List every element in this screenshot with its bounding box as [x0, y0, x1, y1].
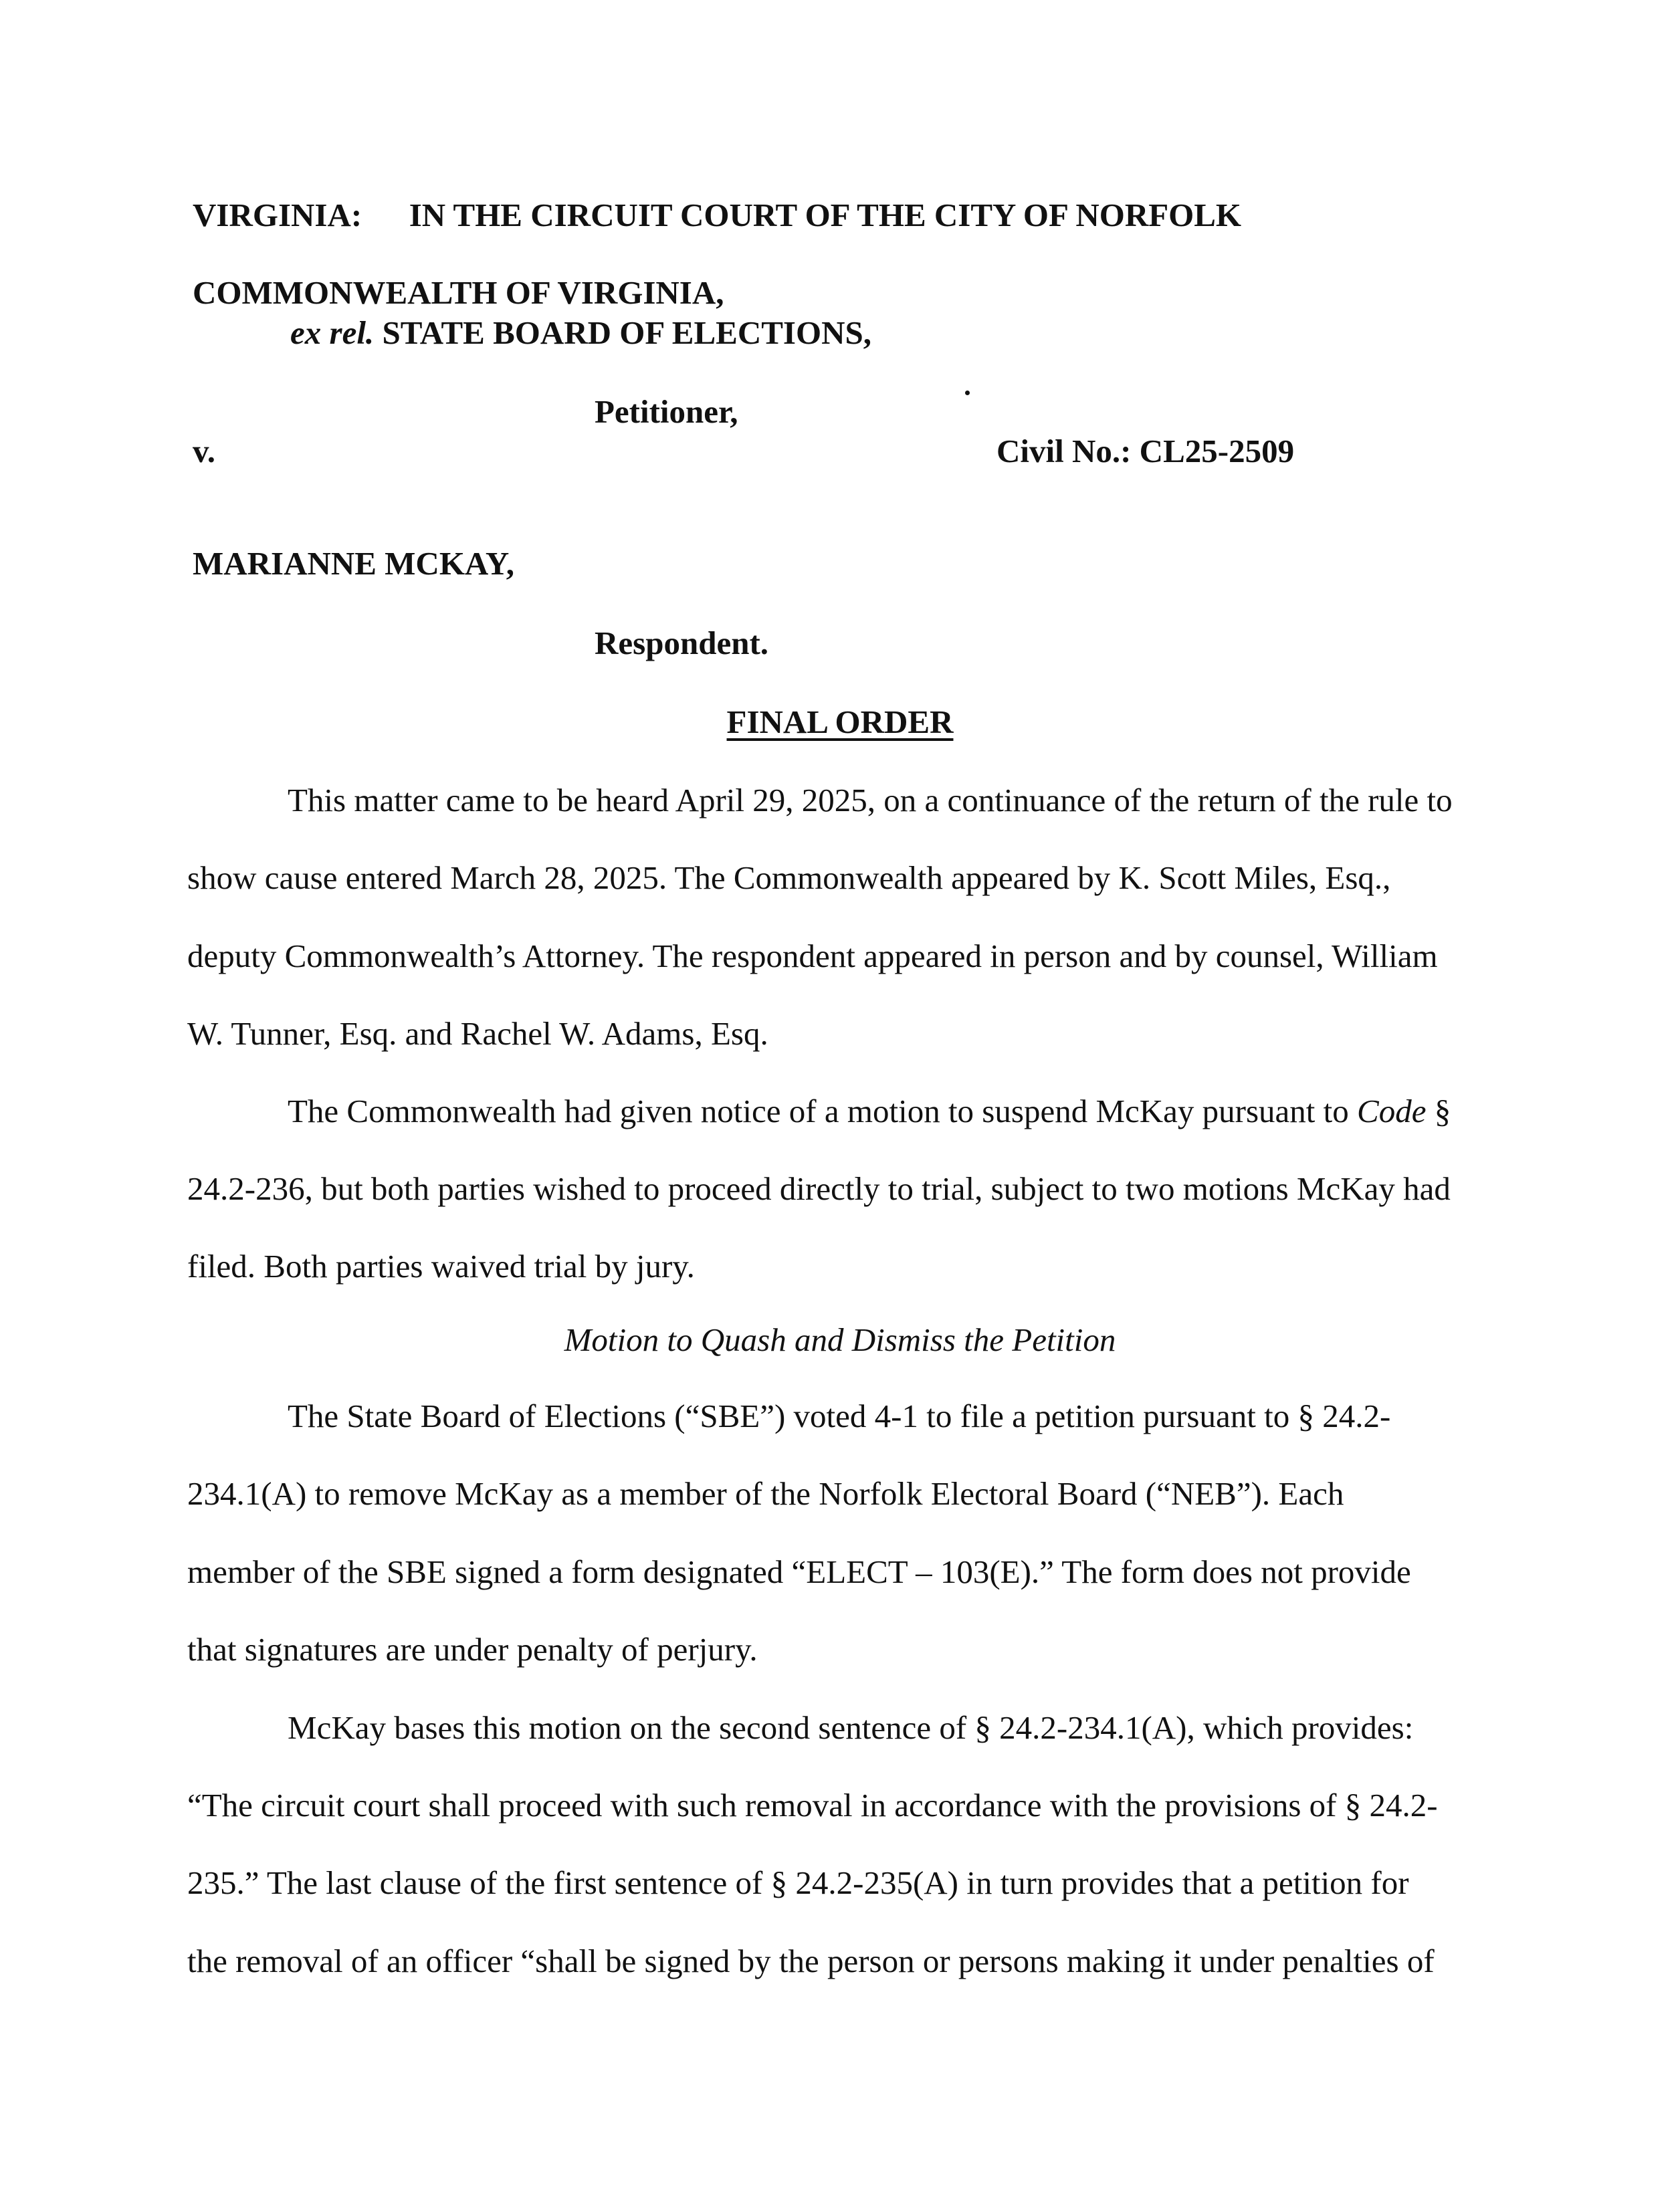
code-citation: Code — [1357, 1093, 1427, 1129]
paragraph-2-line-2: 24.2-236, but both parties wished to proceed directly to trial, subject to two motions McKay had — [187, 1170, 1451, 1207]
section-symbol: § — [1426, 1093, 1451, 1129]
paragraph-4-line-4: the removal of an officer “shall be signed by the person or persons making it under penalties of — [187, 1943, 1435, 1979]
paragraph-4-line-2: “The circuit court shall proceed with such removal in accordance with the provisions of § 24.2- — [187, 1787, 1438, 1824]
petitioner-role: Petitioner, — [595, 393, 738, 430]
paragraph-2-line-1 — [288, 1091, 1451, 1131]
paragraph-1-line-3: deputy Commonwealth’s Attorney. The respondent appeared in person and by counsel, William — [187, 938, 1438, 974]
paragraph-2-line-1-text: The Commonwealth had given notice of a motion to suspend McKay pursuant to — [288, 1093, 1358, 1129]
section-heading: Motion to Quash and Dismiss the Petition — [564, 1321, 1116, 1358]
paragraph-1-line-4: W. Tunner, Esq. and Rachel W. Adams, Esq. — [187, 1015, 768, 1052]
versus: v. — [193, 433, 216, 469]
civil-number: Civil No.: CL25-2509 — [996, 433, 1295, 469]
court-header — [193, 195, 1241, 235]
paragraph-2-line-3: filed. Both parties waived trial by jury. — [187, 1248, 695, 1285]
petitioner-board: STATE BOARD OF ELECTIONS, — [374, 314, 871, 351]
respondent-role: Respondent. — [595, 625, 769, 661]
court-name: IN THE CIRCUIT COURT OF THE CITY OF NORFOLK — [409, 197, 1242, 233]
paragraph-1-line-2: show cause entered March 28, 2025. The Commonwealth appeared by K. Scott Miles, Esq., — [187, 859, 1391, 896]
petitioner-name-line1: COMMONWEALTH OF VIRGINIA, — [193, 274, 724, 311]
respondent-name: MARIANNE MCKAY, — [193, 545, 514, 582]
paragraph-3-line-1: The State Board of Elections (“SBE”) voted 4-1 to file a petition pursuant to § 24.2- — [288, 1398, 1391, 1434]
paragraph-3-line-4: that signatures are under penalty of perjury. — [187, 1631, 758, 1668]
paragraph-1-line-1: This matter came to be heard April 29, 2025, on a continuance of the return of the rule to — [288, 782, 1453, 818]
paragraph-3-line-3: member of the SBE signed a form designated “ELECT – 103(E).” The form does not provide — [187, 1553, 1411, 1590]
petitioner-name-line2 — [290, 313, 871, 353]
order-title: FINAL ORDER — [726, 703, 954, 740]
scan-speck — [965, 391, 970, 395]
court-state: VIRGINIA: — [193, 197, 362, 233]
paragraph-3-line-2: 234.1(A) to remove McKay as a member of the Norfolk Electoral Board (“NEB”). Each — [187, 1475, 1344, 1512]
ex-rel-prefix: ex rel. — [290, 314, 375, 351]
paragraph-4-line-1: McKay bases this motion on the second sentence of § 24.2-234.1(A), which provides: — [288, 1709, 1414, 1746]
paragraph-4-line-3: 235.” The last clause of the first sentence of § 24.2-235(A) in turn provides that a petition for — [187, 1864, 1409, 1901]
